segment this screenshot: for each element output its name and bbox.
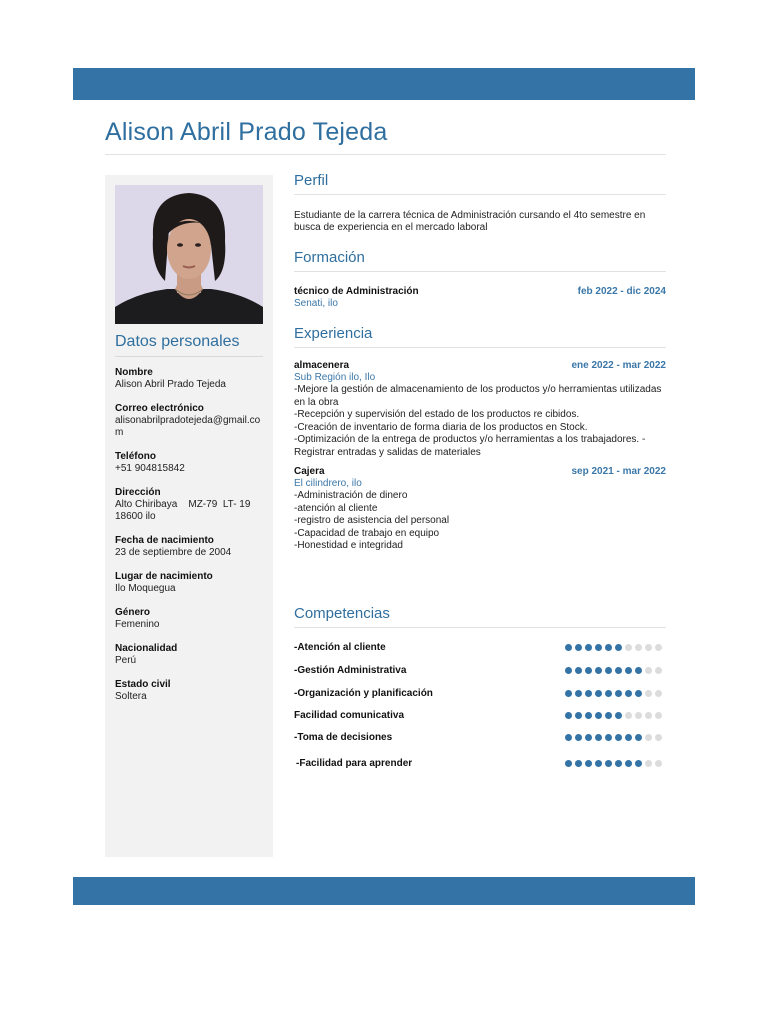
experience-line: -Optimización de la entrega de productos y/o herramientas a los trabajadores. -Registrar entradas y salidas de materiales	[294, 434, 646, 458]
skill-name: -Toma de decisiones	[294, 731, 393, 743]
field-label: Género	[115, 607, 151, 618]
rating-dot-filled	[605, 667, 612, 674]
education-entry	[294, 286, 666, 310]
education-degree: técnico de Administración	[294, 286, 419, 297]
rating-dot-filled	[575, 734, 582, 741]
skill-rating	[565, 760, 662, 767]
rating-dot-filled	[625, 667, 632, 674]
footer-band	[73, 877, 695, 905]
experience-line: -Recepción y supervisión del estado de los productos re cibidos.	[294, 409, 580, 420]
rating-dot-filled	[615, 667, 622, 674]
skill-name: -Facilidad para aprender	[296, 757, 413, 769]
rating-dot-empty	[645, 690, 652, 697]
rating-dot-filled	[595, 644, 602, 651]
rating-dot-empty	[645, 644, 652, 651]
personal-fields	[115, 367, 267, 715]
field-label: Teléfono	[115, 451, 156, 462]
rating-dot-filled	[575, 667, 582, 674]
rating-dot-filled	[605, 712, 612, 719]
skill-row	[294, 709, 666, 721]
education-dates: feb 2022 - dic 2024	[577, 286, 666, 297]
skill-rating	[565, 734, 662, 741]
experience-line: -Honestidad e integridad	[294, 540, 403, 551]
experience-entry	[294, 360, 666, 459]
section-divider	[294, 347, 666, 348]
personal-data-heading: Datos personales	[115, 333, 240, 350]
rating-dot-empty	[635, 712, 642, 719]
skill-row	[294, 757, 666, 769]
rating-dot-filled	[575, 690, 582, 697]
field-label: Nacionalidad	[115, 643, 178, 654]
education-heading: Formación	[294, 249, 365, 266]
rating-dot-empty	[635, 644, 642, 651]
rating-dot-filled	[575, 712, 582, 719]
rating-dot-filled	[595, 760, 602, 767]
experience-line: -registro de asistencia del personal	[294, 515, 450, 526]
skill-row	[294, 731, 666, 743]
education-section	[294, 249, 666, 310]
page-title: Alison Abril Prado Tejeda	[105, 118, 388, 146]
rating-dot-filled	[615, 760, 622, 767]
header-band	[73, 68, 695, 100]
rating-dot-filled	[635, 667, 642, 674]
field-gender	[115, 607, 267, 631]
rating-dot-filled	[565, 734, 572, 741]
field-birth-place	[115, 571, 267, 595]
field-value: Perú	[115, 655, 137, 666]
resume-page	[73, 68, 695, 905]
rating-dot-filled	[595, 712, 602, 719]
rating-dot-filled	[625, 760, 632, 767]
rating-dot-filled	[565, 712, 572, 719]
field-label: Fecha de nacimiento	[115, 535, 214, 546]
rating-dot-filled	[635, 690, 642, 697]
rating-dot-empty	[625, 712, 632, 719]
rating-dot-empty	[655, 644, 662, 651]
rating-dot-filled	[605, 734, 612, 741]
rating-dot-filled	[635, 760, 642, 767]
rating-dot-filled	[565, 667, 572, 674]
skills-list	[294, 628, 666, 788]
experience-line: -Administración de dinero	[294, 490, 408, 501]
sidebar	[105, 175, 273, 857]
field-value: Alto Chiribaya MZ-79 LT- 19 18600 ilo	[115, 499, 254, 522]
skill-row	[294, 687, 666, 699]
experience-line: -Creación de inventario de forma diaria de los productos en Stock.	[294, 421, 588, 433]
main-column	[294, 172, 666, 553]
rating-dot-filled	[615, 734, 622, 741]
rating-dot-filled	[615, 690, 622, 697]
experience-role: Cajera	[294, 466, 325, 477]
rating-dot-empty	[655, 760, 662, 767]
rating-dot-filled	[595, 734, 602, 741]
rating-dot-filled	[565, 690, 572, 697]
profile-photo-illustration	[115, 185, 263, 324]
education-school: Senati, ilo	[294, 298, 338, 309]
experience-line: -Mejore la gestión de almacenamiento de los productos y/o herramientas utilizadas en la obra	[294, 384, 662, 408]
rating-dot-empty	[645, 760, 652, 767]
skill-name: Facilidad comunicativa	[294, 709, 405, 721]
rating-dot-filled	[585, 734, 592, 741]
rating-dot-empty	[655, 734, 662, 741]
field-label: Nombre	[115, 367, 153, 378]
experience-role: almacenera	[294, 360, 350, 371]
rating-dot-filled	[605, 644, 612, 651]
rating-dot-filled	[585, 644, 592, 651]
rating-dot-filled	[565, 644, 572, 651]
section-divider	[294, 194, 666, 195]
field-label: Dirección	[115, 487, 161, 498]
field-value: alisonabrilpradotejeda@gmail.com	[115, 415, 261, 438]
profile-section	[294, 172, 666, 234]
profile-text: Estudiante de la carrera técnica de Administración cursando el 4to semestre en busca de experiencia en el mercado laboral	[294, 210, 646, 233]
field-value: Alison Abril Prado Tejeda	[115, 379, 226, 390]
profile-heading: Perfil	[294, 172, 329, 189]
rating-dot-filled	[605, 760, 612, 767]
skill-row	[294, 641, 666, 653]
experience-org: El cilindrero, ilo	[294, 478, 362, 489]
skills-section	[294, 605, 666, 788]
rating-dot-empty	[655, 690, 662, 697]
field-label: Estado civil	[115, 679, 171, 690]
rating-dot-empty	[655, 667, 662, 674]
field-value: Femenino	[115, 619, 160, 630]
field-label: Lugar de nacimiento	[115, 571, 213, 582]
skill-rating	[565, 712, 662, 719]
skill-name: -Atención al cliente	[294, 641, 386, 653]
field-nationality	[115, 643, 267, 667]
experience-line: -Capacidad de trabajo en equipo	[294, 527, 440, 539]
profile-photo	[115, 185, 263, 324]
title-divider	[105, 154, 666, 155]
field-address	[115, 487, 267, 523]
experience-dates: sep 2021 - mar 2022	[571, 466, 666, 477]
rating-dot-empty	[655, 712, 662, 719]
rating-dot-empty	[625, 644, 632, 651]
field-value: Soltera	[115, 691, 147, 702]
field-birth-date	[115, 535, 267, 559]
skill-name: -Organización y planificación	[294, 687, 433, 699]
experience-org: Sub Región ilo, Ilo	[294, 372, 376, 383]
field-name	[115, 367, 267, 391]
rating-dot-empty	[645, 734, 652, 741]
rating-dot-empty	[645, 667, 652, 674]
field-marital-status	[115, 679, 267, 703]
field-value: Ilo Moquegua	[115, 583, 176, 594]
rating-dot-filled	[635, 734, 642, 741]
skill-row	[294, 664, 666, 676]
rating-dot-filled	[595, 667, 602, 674]
rating-dot-filled	[615, 712, 622, 719]
field-value: 23 de septiembre de 2004	[115, 547, 232, 558]
field-email	[115, 403, 267, 439]
rating-dot-filled	[585, 690, 592, 697]
rating-dot-filled	[575, 644, 582, 651]
skill-rating	[565, 690, 662, 697]
skill-rating	[565, 667, 662, 674]
rating-dot-filled	[595, 690, 602, 697]
skills-heading: Competencias	[294, 605, 390, 622]
rating-dot-filled	[585, 760, 592, 767]
rating-dot-filled	[575, 760, 582, 767]
field-phone	[115, 451, 267, 475]
personal-data-divider	[115, 356, 263, 357]
rating-dot-filled	[565, 760, 572, 767]
rating-dot-filled	[615, 644, 622, 651]
rating-dot-filled	[585, 712, 592, 719]
rating-dot-filled	[625, 734, 632, 741]
experience-line: -atención al cliente	[294, 502, 378, 514]
rating-dot-filled	[585, 667, 592, 674]
skill-rating	[565, 644, 662, 651]
rating-dot-filled	[625, 690, 632, 697]
experience-dates: ene 2022 - mar 2022	[571, 360, 666, 371]
experience-entry	[294, 466, 666, 553]
rating-dot-empty	[645, 712, 652, 719]
skill-name: -Gestión Administrativa	[294, 664, 407, 676]
rating-dot-filled	[605, 690, 612, 697]
section-divider	[294, 271, 666, 272]
field-value: +51 904815842	[115, 463, 185, 474]
experience-section	[294, 325, 666, 553]
field-label: Correo electrónico	[115, 403, 204, 414]
experience-heading: Experiencia	[294, 325, 373, 342]
